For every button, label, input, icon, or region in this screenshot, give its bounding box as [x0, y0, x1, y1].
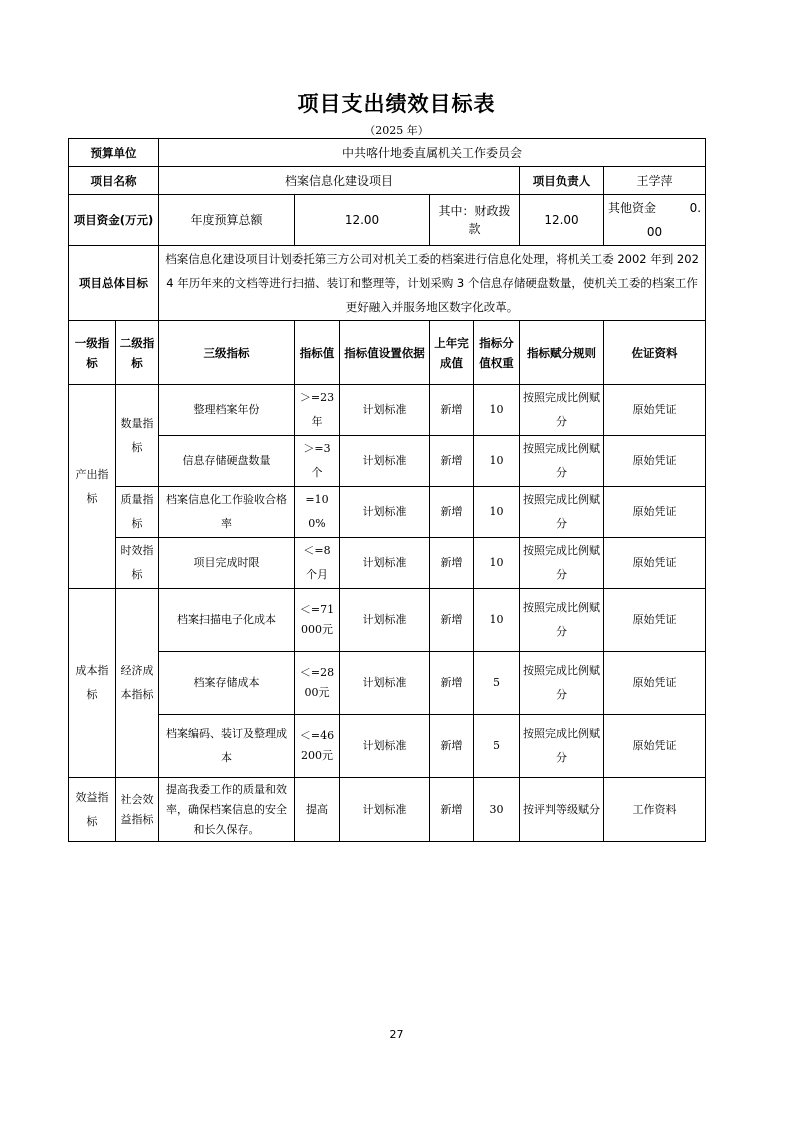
indicator-evidence: 原始凭证: [604, 538, 706, 589]
project-name-label: 项目名称: [69, 167, 159, 195]
indicator-value: ＜=2800元: [295, 652, 340, 715]
other-value: 0.00: [646, 201, 702, 239]
group-social: 社会效益指标: [116, 778, 159, 842]
group-benefit: 效益指标: [69, 778, 116, 842]
annual-total-label: 年度预算总额: [159, 195, 295, 246]
budget-unit-row: [69, 139, 706, 167]
other-funds: [604, 195, 706, 246]
indicator-weight: 10: [474, 487, 520, 538]
indicator-value: ＞=3个: [295, 436, 340, 487]
indicator-value: ＜=46200元: [295, 715, 340, 778]
indicator-weight: 10: [474, 385, 520, 436]
indicator-last-year: 新增: [430, 487, 474, 538]
table-row: [69, 589, 706, 652]
indicator-basis: 计划标准: [340, 589, 430, 652]
annual-total-value: 12.00: [295, 195, 430, 246]
group-cost: 成本指标: [69, 589, 116, 778]
budget-unit-value: 中共喀什地委直属机关工作委员会: [159, 139, 706, 167]
table-row: [69, 436, 706, 487]
indicator-evidence: 原始凭证: [604, 652, 706, 715]
group-output: 产出指标: [69, 385, 116, 589]
header-basis: 指标值设置依据: [340, 321, 430, 385]
indicator-value: 提高: [295, 778, 340, 842]
indicator-name: 档案编码、装订及整理成本: [159, 715, 295, 778]
header-level3: 三级指标: [159, 321, 295, 385]
header-evidence: 佐证资料: [604, 321, 706, 385]
indicator-weight: 10: [474, 589, 520, 652]
indicator-last-year: 新增: [430, 715, 474, 778]
goal-label: 项目总体目标: [69, 246, 159, 321]
indicator-evidence: 原始凭证: [604, 436, 706, 487]
indicator-basis: 计划标准: [340, 538, 430, 589]
indicator-basis: 计划标准: [340, 652, 430, 715]
indicator-weight: 30: [474, 778, 520, 842]
indicator-rule: 按评判等级赋分: [520, 778, 604, 842]
year-label: （2025 年）: [364, 124, 429, 137]
group-timeliness: 时效指标: [116, 538, 159, 589]
indicator-basis: 计划标准: [340, 715, 430, 778]
indicator-value: =100%: [295, 487, 340, 538]
table-row: [69, 652, 706, 715]
project-leader-value: 王学萍: [604, 167, 706, 195]
page-title: 项目支出绩效目标表: [297, 92, 496, 116]
indicator-evidence: 原始凭证: [604, 487, 706, 538]
header-row: [69, 321, 706, 385]
header-value: 指标值: [295, 321, 340, 385]
indicator-rule: 按照完成比例赋分: [520, 487, 604, 538]
indicator-evidence: 原始凭证: [604, 589, 706, 652]
indicator-rule: 按照完成比例赋分: [520, 652, 604, 715]
indicator-evidence: 工作资料: [604, 778, 706, 842]
header-rule: 指标赋分规则: [520, 321, 604, 385]
budget-unit-label: 预算单位: [69, 139, 159, 167]
indicator-last-year: 新增: [430, 538, 474, 589]
table-row: [69, 538, 706, 589]
header-last-year: 上年完成值: [430, 321, 474, 385]
indicator-evidence: 原始凭证: [604, 715, 706, 778]
indicator-weight: 10: [474, 538, 520, 589]
group-quantity: 数量指标: [116, 385, 159, 487]
performance-target-table: [68, 138, 706, 842]
indicator-basis: 计划标准: [340, 778, 430, 842]
fiscal-label: 其中：财政拨款: [430, 195, 520, 246]
indicator-weight: 10: [474, 436, 520, 487]
indicator-basis: 计划标准: [340, 436, 430, 487]
fiscal-value: 12.00: [520, 195, 604, 246]
indicator-weight: 5: [474, 715, 520, 778]
indicator-last-year: 新增: [430, 385, 474, 436]
indicator-name: 项目完成时限: [159, 538, 295, 589]
indicator-evidence: 原始凭证: [604, 385, 706, 436]
project-leader-label: 项目负责人: [520, 167, 604, 195]
indicator-last-year: 新增: [430, 436, 474, 487]
indicator-rule: 按照完成比例赋分: [520, 589, 604, 652]
indicator-rule: 按照完成比例赋分: [520, 715, 604, 778]
fund-row: [69, 195, 706, 246]
indicator-value: ＞=23年: [295, 385, 340, 436]
header-level1: 一级指标: [69, 321, 116, 385]
fund-label: 项目资金(万元): [69, 195, 159, 246]
indicator-last-year: 新增: [430, 778, 474, 842]
indicator-weight: 5: [474, 652, 520, 715]
table-row: [69, 715, 706, 778]
header-level2: 二级指标: [116, 321, 159, 385]
project-name-row: [69, 167, 706, 195]
goal-text: 档案信息化建设项目计划委托第三方公司对机关工委的档案进行信息化处理，将机关工委 2002 年到 2024 年历年来的文档等进行扫描、装订和整理等，计划采购 3 个信息存储硬盘数量，使机关工委的档案工作更好融入并服务地区数字化改革。: [159, 246, 706, 321]
indicator-rule: 按照完成比例赋分: [520, 538, 604, 589]
indicator-value: ＜=8个月: [295, 538, 340, 589]
table-row: [69, 385, 706, 436]
page-number: 27: [389, 1028, 404, 1041]
indicator-name: 档案信息化工作验收合格率: [159, 487, 295, 538]
indicator-last-year: 新增: [430, 589, 474, 652]
header-weight: 指标分值权重: [474, 321, 520, 385]
indicator-name: 档案扫描电子化成本: [159, 589, 295, 652]
indicator-name: 整理档案年份: [159, 385, 295, 436]
indicator-name: 提高我委工作的质量和效率，确保档案信息的安全和长久保存。: [159, 778, 295, 842]
indicator-name: 信息存储硬盘数量: [159, 436, 295, 487]
indicator-last-year: 新增: [430, 652, 474, 715]
goal-row: [69, 246, 706, 321]
group-quality: 质量指标: [116, 487, 159, 538]
indicator-basis: 计划标准: [340, 385, 430, 436]
table-row: [69, 487, 706, 538]
indicator-basis: 计划标准: [340, 487, 430, 538]
indicator-rule: 按照完成比例赋分: [520, 436, 604, 487]
group-economic: 经济成本指标: [116, 589, 159, 778]
project-name-value: 档案信息化建设项目: [159, 167, 520, 195]
other-label: 其他资金: [607, 201, 656, 215]
table-row: [69, 778, 706, 842]
indicator-name: 档案存储成本: [159, 652, 295, 715]
indicator-rule: 按照完成比例赋分: [520, 385, 604, 436]
indicator-value: ＜=71000元: [295, 589, 340, 652]
